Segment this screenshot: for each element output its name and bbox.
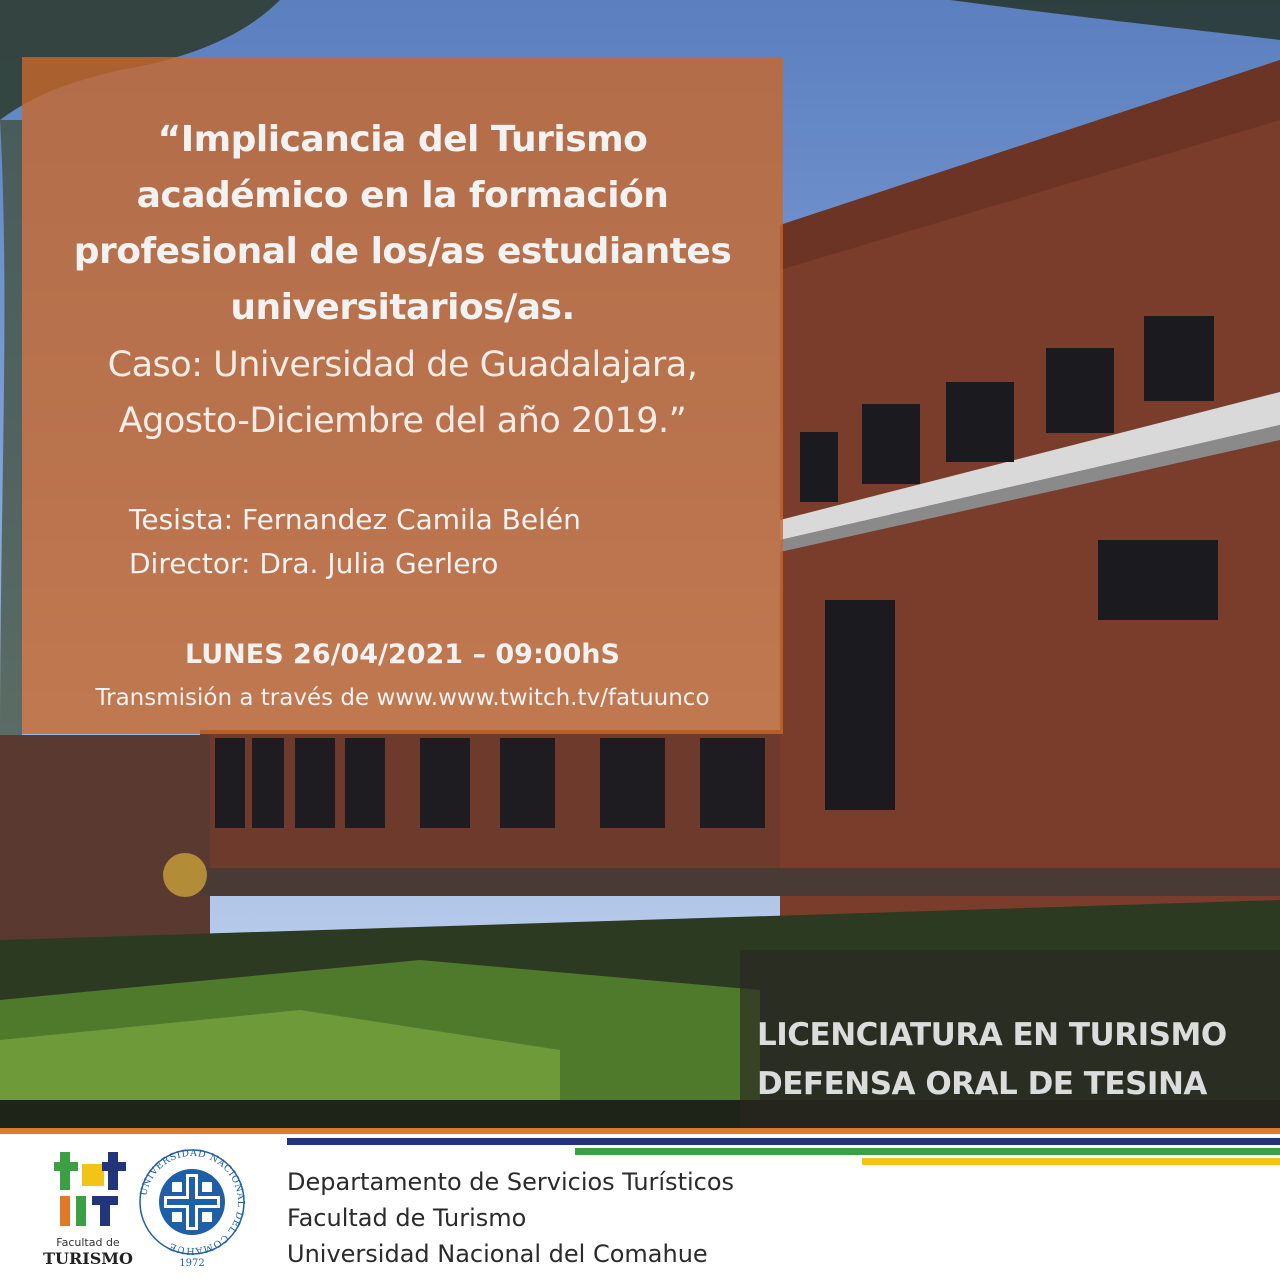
caption-defense: DEFENSA ORAL DE TESINA — [757, 1066, 1207, 1102]
facultad-turismo-logo-icon — [40, 1138, 136, 1268]
case-line-1: Caso: Universidad de Guadalajara, — [107, 345, 698, 385]
org-department: Departamento de Servicios Turísticos — [287, 1168, 735, 1196]
title-line-1: “Implicancia del Turismo — [157, 119, 648, 160]
stripe-orange — [0, 1128, 1280, 1134]
svg-text:TURISMO: TURISMO — [43, 1249, 133, 1268]
footer — [0, 1128, 1280, 1279]
org-university: Universidad Nacional del Comahue — [287, 1240, 708, 1268]
title-line-3: profesional de los/as estudiantes — [73, 231, 732, 272]
title-line-2: académico en la formación — [136, 175, 669, 216]
tesista-text: Tesista: Fernandez Camila Belén — [129, 503, 581, 536]
stripe-blue — [287, 1138, 1280, 1145]
event-date: LUNES 26/04/2021 – 09:00hS — [185, 639, 620, 670]
svg-text:UNIVERSIDAD NACIONAL DEL COMAH: UNIVERSIDAD NACIONAL DEL COMAHUE — [138, 1147, 247, 1257]
title-line-4: universitarios/as. — [230, 287, 575, 328]
case-line-2: Agosto-Diciembre del año 2019.” — [118, 401, 687, 441]
svg-text:Facultad de: Facultad de — [56, 1236, 120, 1249]
universidad-comahue-seal-icon — [134, 1136, 250, 1270]
org-faculty: Facultad de Turismo — [287, 1204, 527, 1232]
stream-link-text: Transmisión a través de www.www.twitch.tv/fatuunco — [95, 685, 710, 711]
title-box — [22, 57, 783, 734]
director-text: Director: Dra. Julia Gerlero — [129, 547, 499, 580]
svg-text:1972: 1972 — [179, 1258, 205, 1269]
caption-degree: LICENCIATURA EN TURISMO — [757, 1017, 1227, 1053]
stripe-yellow — [862, 1158, 1280, 1165]
stripe-green — [575, 1148, 1280, 1155]
